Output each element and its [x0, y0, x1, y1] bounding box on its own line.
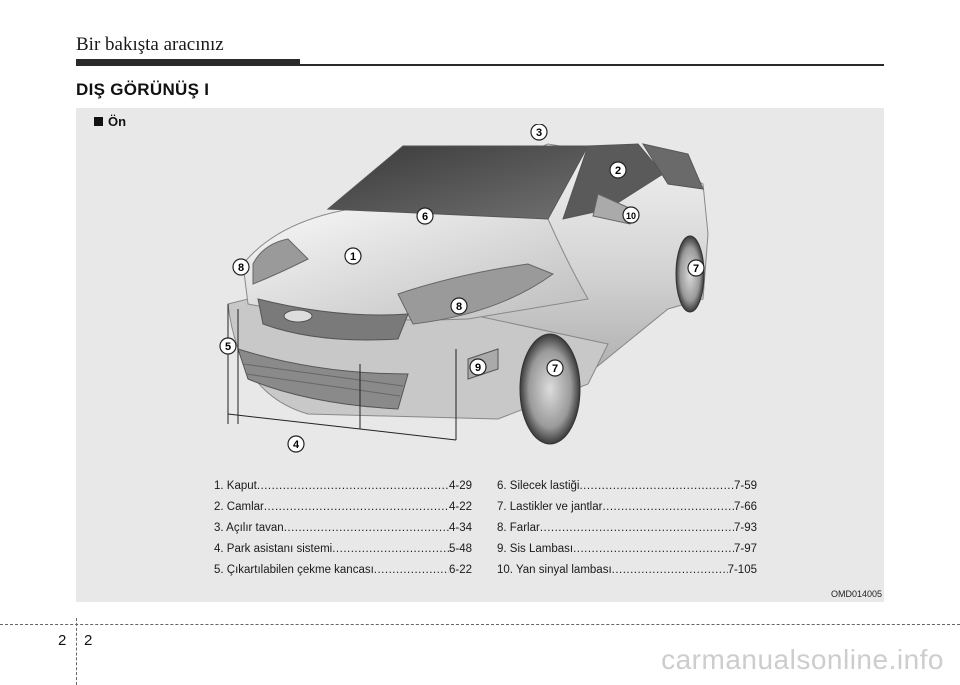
legend-item: 2. Camlar ..... 4-22 [214, 497, 472, 518]
callout-8a [233, 259, 249, 275]
legend-item: 7. Lastikler ve jantlar ..... 7-66 [497, 497, 757, 518]
callout-9 [470, 359, 486, 375]
svg-text:7: 7 [551, 363, 559, 375]
car-front-illustration [168, 124, 748, 464]
parts-legend-left [214, 476, 472, 581]
section-title: DIŞ GÖRÜNÜŞ I [76, 80, 210, 99]
legend-item: 1. Kaput ..... 4-29 [214, 476, 472, 497]
callout-3 [531, 124, 547, 140]
legend-item: 9. Sis Lambası ..... 7-97 [497, 539, 757, 560]
legend-item: 4. Park asistanı sistemi ..... 5-48 [214, 539, 472, 560]
callout-7b [547, 360, 563, 376]
callout-2 [610, 162, 626, 178]
svg-text:4: 4 [292, 439, 300, 451]
legend-item: 3. Açılır tavan ..... 4-34 [214, 518, 472, 539]
footer-dashed-rule [0, 624, 960, 625]
chapter-number: 2 [58, 632, 67, 649]
legend-item: 10. Yan sinyal lambası ..... 7-105 [497, 560, 757, 581]
image-code: OMD014005 [830, 589, 882, 599]
callout-5 [220, 338, 236, 354]
svg-text:9: 9 [474, 362, 482, 374]
square-bullet-icon [94, 117, 103, 126]
svg-text:3: 3 [535, 127, 543, 139]
view-label-text: Ön [108, 114, 127, 129]
page-number: 2 [84, 632, 93, 649]
svg-text:2: 2 [614, 165, 622, 177]
callout-1 [345, 248, 361, 264]
watermark: carmanualsonline.info [661, 644, 944, 675]
svg-text:6: 6 [421, 211, 429, 223]
callout-6 [417, 208, 433, 224]
parts-legend-right [497, 476, 757, 581]
svg-text:5: 5 [224, 341, 232, 353]
svg-text:8: 8 [455, 301, 463, 313]
svg-text:1: 1 [349, 251, 357, 263]
legend-item: 6. Silecek lastiği ..... 7-59 [497, 476, 757, 497]
callout-8b [451, 298, 467, 314]
legend-item: 8. Farlar ..... 7-93 [497, 518, 757, 539]
legend-item: 5. Çıkartılabilen çekme kancası ..... 6-22 [214, 560, 472, 581]
callout-10 [623, 207, 639, 223]
header-rule [76, 64, 884, 66]
svg-text:8: 8 [237, 262, 245, 274]
svg-text:7: 7 [692, 263, 700, 275]
view-label [94, 114, 126, 129]
running-header: Bir bakışta aracınız [76, 34, 224, 55]
footer-dashed-divider [76, 618, 77, 685]
callout-4 [288, 436, 304, 452]
svg-text:10: 10 [625, 211, 637, 221]
callout-7a [688, 260, 704, 276]
